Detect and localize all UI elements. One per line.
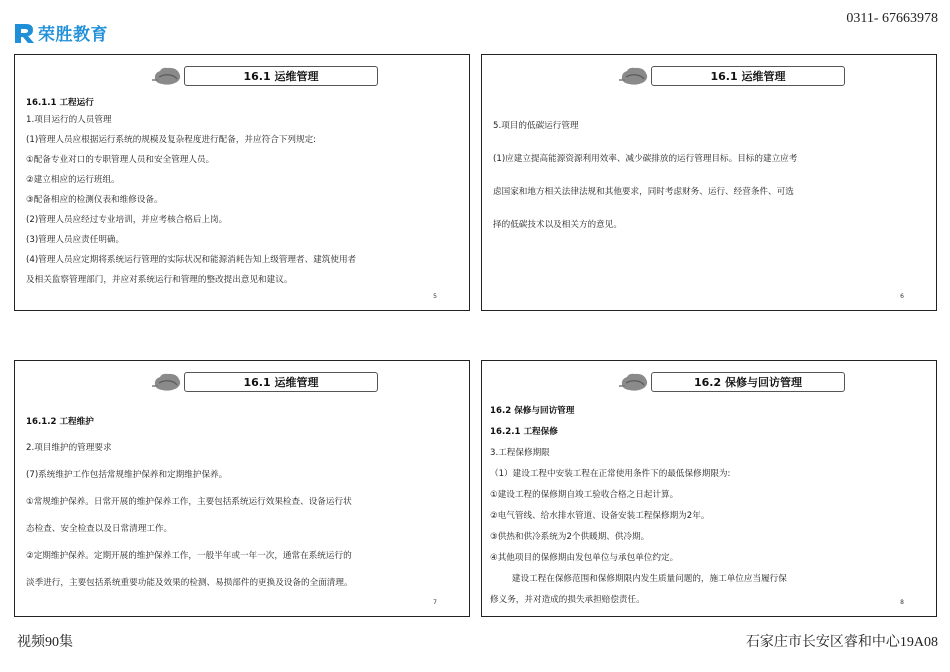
slide-2 <box>481 54 937 311</box>
text-line: ①配备专业对口的专职管理人员和安全管理人员。 <box>26 155 215 165</box>
phone-number: 0311- 67663978 <box>846 11 938 26</box>
text-line: 态检查、安全检查以及日常清理工作。 <box>26 524 173 534</box>
text-line: 择的低碳技术以及相关方的意见。 <box>493 220 622 230</box>
text-line: 16.1.1 工程运行 <box>26 98 94 108</box>
text-line: 3.工程保修期限 <box>490 448 550 458</box>
slide-title: 16.1 运维管理 <box>184 66 378 86</box>
text-line: 淡季进行，主要包括系统重要功能及效果的检测、易损部件的更换及设备的全面清理。 <box>26 578 353 588</box>
text-line: (7)系统维护工作包括常规维护保养和定期维护保养。 <box>26 470 228 480</box>
text-line: ③供热和供冷系统为2个供暖期、供冷期。 <box>490 532 650 542</box>
footer-video-count: 视频90集 <box>17 635 73 650</box>
text-line: ④其他项目的保修期由发包单位与承包单位约定。 <box>490 553 679 563</box>
text-line: 16.2.1 工程保修 <box>490 427 558 437</box>
text-line: ②定期维护保养。定期开展的维护保养工作，一般半年或一年一次，通常在系统运行的 <box>26 551 352 561</box>
text-line: (1)管理人员应根据运行系统的规模及复杂程度进行配备，并应符合下列规定: <box>26 135 317 145</box>
text-line: ③配备相应的检测仪表和维修设备。 <box>26 195 163 205</box>
decorative-stone-icon <box>152 371 182 393</box>
text-line: ②建立相应的运行班组。 <box>26 175 120 185</box>
text-line: (3)管理人员应责任明确。 <box>26 235 125 245</box>
page-number: 5 <box>433 293 437 300</box>
text-line: 修义务，并对造成的损失承担赔偿责任。 <box>490 595 645 605</box>
slide-3 <box>14 360 470 617</box>
footer-address: 石家庄市长安区睿和中心19A08 <box>745 635 938 650</box>
text-line: ②电气管线、给水排水管道、设备安装工程保修期为2年。 <box>490 511 710 521</box>
brand-r-icon <box>13 22 35 44</box>
text-line: 16.1.2 工程维护 <box>26 417 94 427</box>
text-line: ①常规维护保养。日常开展的维护保养工作，主要包括系统运行效果检查、设备运行状 <box>26 497 352 507</box>
page-number: 6 <box>900 293 904 300</box>
text-line: 虑国家和地方相关法律法规和其他要求，同时考虑财务、运行、经营条件、可选 <box>493 187 794 197</box>
slide-title: 16.1 运维管理 <box>184 372 378 392</box>
decorative-stone-icon <box>152 65 182 87</box>
brand-logo <box>13 20 108 45</box>
text-line: 16.2 保修与回访管理 <box>490 406 575 416</box>
slide-header <box>619 371 845 393</box>
slide-header <box>619 65 845 87</box>
slide-title: 16.2 保修与回访管理 <box>651 372 845 392</box>
slide-title: 16.1 运维管理 <box>651 66 845 86</box>
text-line: (1)应建立提高能源资源利用效率、减少碳排放的运行管理目标。目标的建立应考 <box>493 154 798 164</box>
text-line: 1.项目运行的人员管理 <box>26 115 112 125</box>
text-line: 及相关监察管理部门，并应对系统运行和管理的整改提出意见和建议。 <box>26 275 293 285</box>
slide-content <box>26 409 455 597</box>
page-number: 8 <box>900 599 904 606</box>
text-line: (2)管理人员应经过专业培训，并应考核合格后上岗。 <box>26 215 228 225</box>
decorative-stone-icon <box>619 65 649 87</box>
text-line: 2.项目维护的管理要求 <box>26 443 112 453</box>
text-line: 5.项目的低碳运行管理 <box>493 121 579 131</box>
slide-1 <box>14 54 470 311</box>
slide-content <box>26 97 455 290</box>
brand-name: 荣胜教育 <box>38 25 108 45</box>
slide-header <box>152 65 378 87</box>
page-number: 7 <box>433 599 437 606</box>
text-line: ①建设工程的保修期自竣工验收合格之日起计算。 <box>490 490 679 500</box>
decorative-stone-icon <box>619 371 649 393</box>
text-line: 建设工程在保修范围和保修期限内发生质量问题的，施工单位应当履行保 <box>490 574 787 584</box>
text-line: （1）建设工程中安装工程在正常使用条件下的最低保修期限为: <box>490 469 731 479</box>
text-line: (4)管理人员应定期将系统运行管理的实际状况和能源消耗告知上级管理者、建筑使用者 <box>26 255 357 265</box>
slide-content <box>493 110 922 242</box>
slide-4 <box>481 360 937 617</box>
slide-header <box>152 371 378 393</box>
slide-content <box>490 401 922 611</box>
